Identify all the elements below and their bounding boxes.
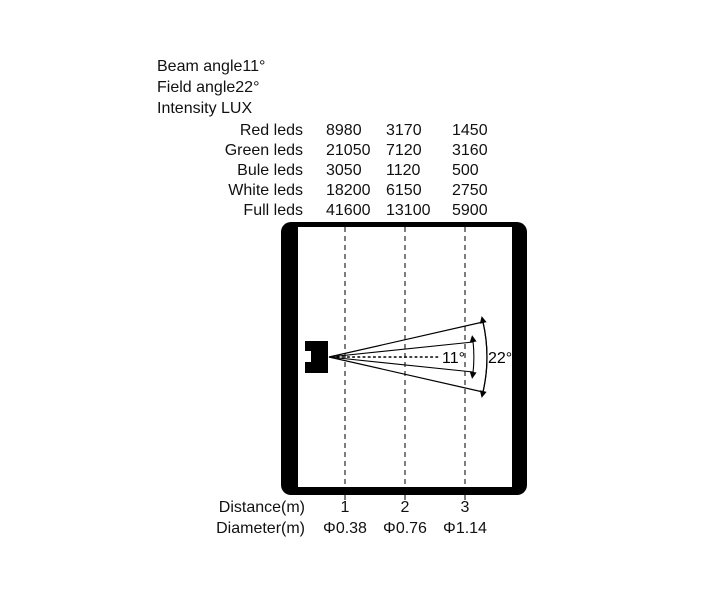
distance-row-label: Distance(m) (218, 499, 305, 516)
cell-red-3m: 1450 (452, 122, 488, 139)
row-label-white: White leds (228, 182, 303, 199)
cell-full-1m: 41600 (326, 202, 371, 219)
intensity-lux-text: Intensity LUX (157, 100, 253, 117)
distance-value-2m: 2 (400, 499, 410, 516)
cell-green-3m: 3160 (452, 142, 488, 159)
cell-full-2m: 13100 (386, 202, 431, 219)
distance-value-1m: 1 (340, 499, 350, 516)
cell-blue-2m: 1120 (386, 162, 421, 179)
field-angle-value-label: 22° (488, 350, 513, 367)
header-block (157, 56, 265, 119)
row-label-green: Green leds (224, 142, 303, 159)
cell-red-2m: 3170 (386, 122, 422, 139)
cell-blue-3m: 500 (452, 162, 479, 179)
field-angle-text: Field angle22° (157, 79, 260, 96)
cell-blue-1m: 3050 (326, 162, 362, 179)
cell-white-2m: 6150 (386, 182, 422, 199)
beam-angle-text: Beam angle11° (157, 58, 266, 75)
row-label-full: Full leds (243, 202, 303, 219)
beam-angle-value-label: 11° (442, 350, 466, 367)
cell-full-3m: 5900 (452, 202, 488, 219)
diameter-value-1m: Φ0.38 (323, 520, 367, 537)
distance-value-3m: 3 (460, 499, 470, 516)
cell-white-1m: 18200 (326, 182, 371, 199)
row-label-red: Red leds (239, 122, 303, 139)
diameter-value-3m: Φ1.14 (443, 520, 487, 537)
diameter-row-label: Diameter(m) (216, 520, 305, 537)
diameter-value-2m: Φ0.76 (383, 520, 427, 537)
cell-green-1m: 21050 (326, 142, 371, 159)
intensity-table (157, 121, 522, 221)
row-label-blue: Bule leds (237, 162, 303, 179)
beam-diagram (280, 221, 528, 503)
light-fixture-icon (305, 341, 328, 373)
cell-green-2m: 7120 (386, 142, 422, 159)
cell-red-1m: 8980 (326, 122, 362, 139)
cell-white-3m: 2750 (452, 182, 488, 199)
